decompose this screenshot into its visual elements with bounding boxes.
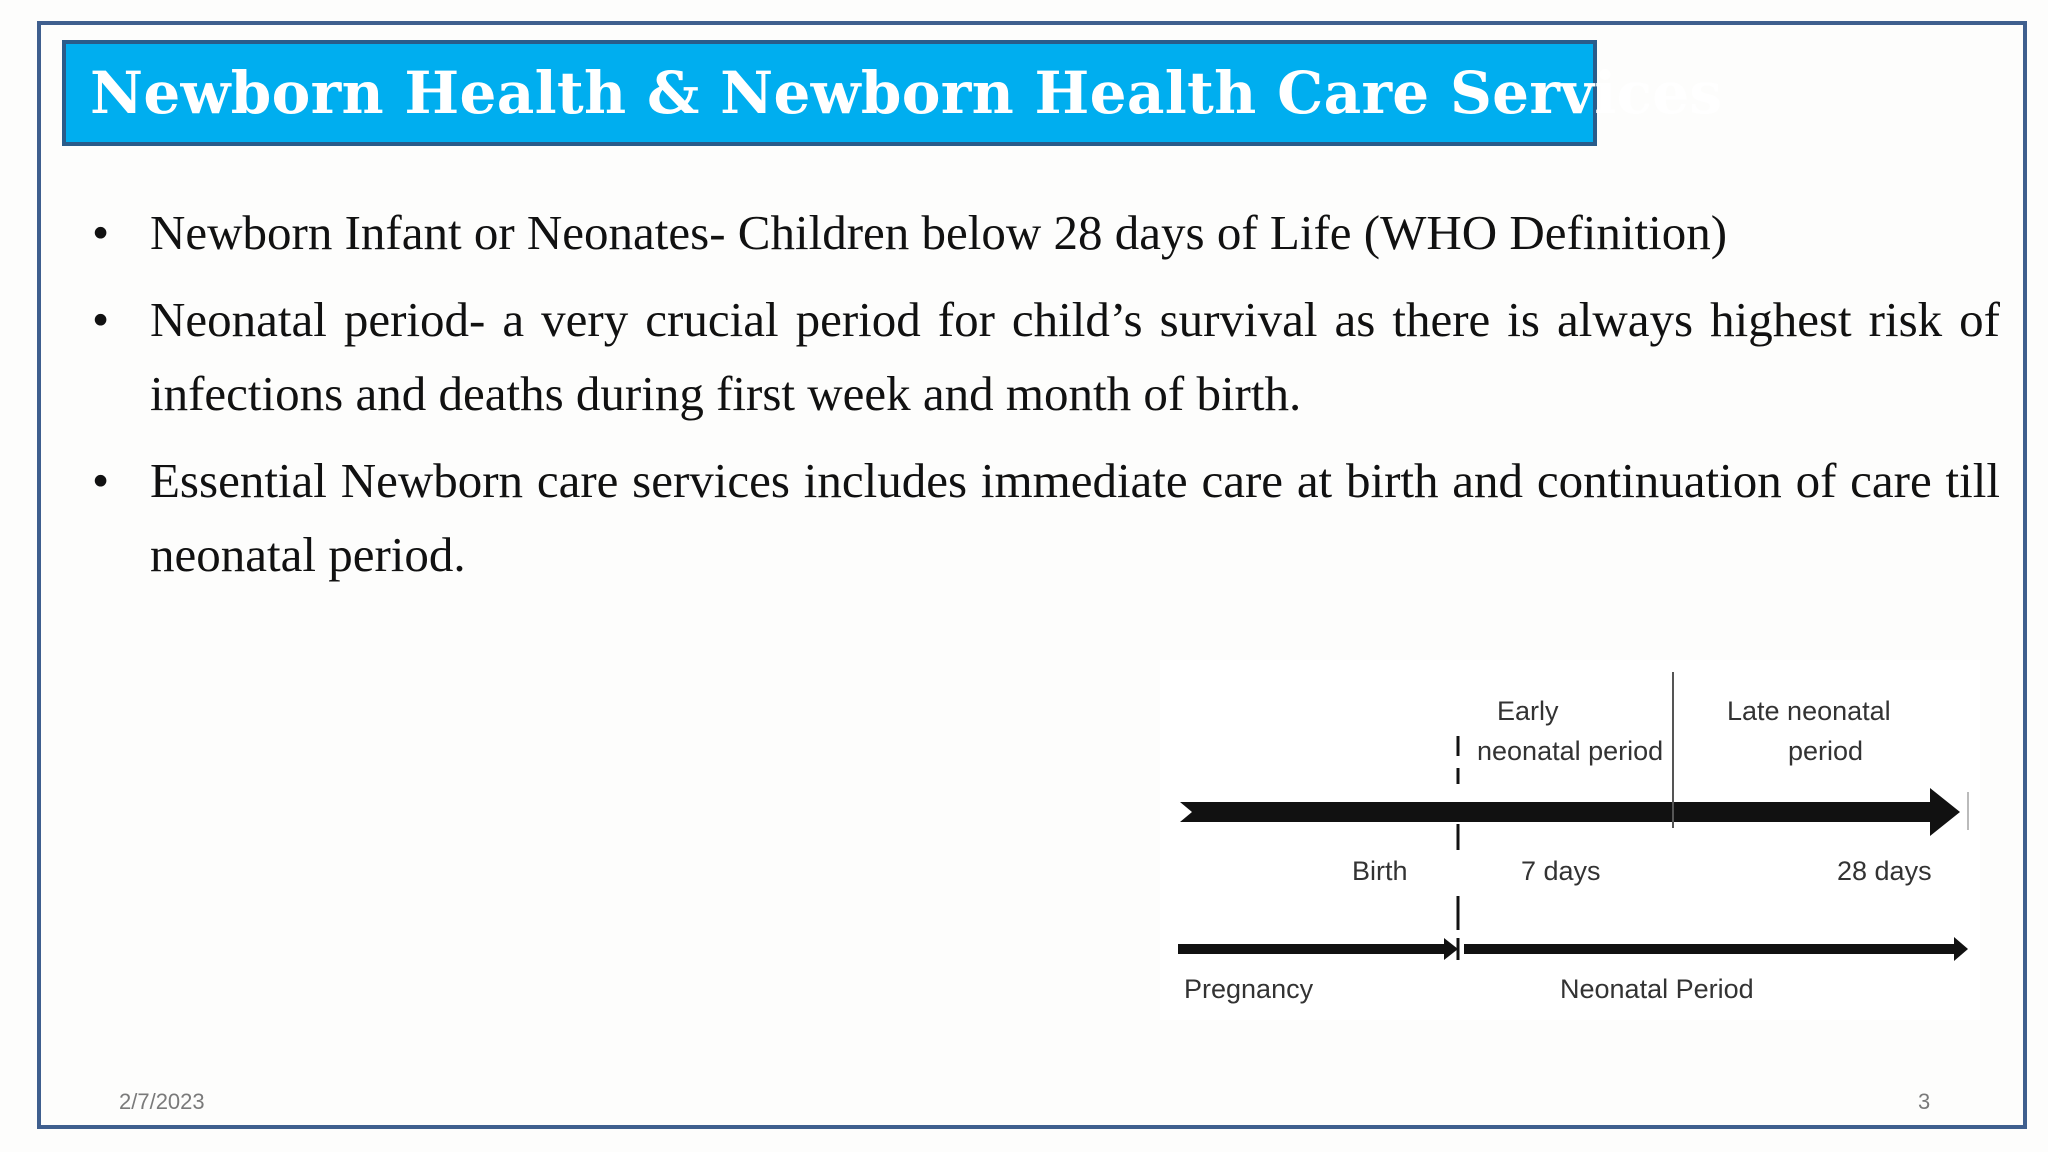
neonatal-period-label: Neonatal Period (1560, 974, 1754, 1004)
bullet-item (90, 444, 2000, 592)
footer-page-number: 3 (1918, 1089, 1931, 1114)
bullet-icon: • (92, 453, 110, 508)
bullet-list (90, 196, 2000, 605)
twenty-eight-days-label: 28 days (1837, 856, 1932, 886)
footer-date: 2/7/2023 (119, 1089, 205, 1114)
bullet-text: Newborn Infant or Neonates- Children below 28 days of Life (WHO Definition) (150, 205, 1728, 260)
top-timeline-arrow (1180, 788, 1960, 836)
seven-days-label: 7 days (1521, 856, 1601, 886)
title-banner (62, 40, 1723, 146)
early-neonatal-label: neonatal period (1477, 736, 1664, 766)
early-neonatal-label: Early (1497, 696, 1559, 726)
bullet-icon: • (92, 292, 110, 347)
bullet-item (90, 283, 2000, 431)
bullet-icon: • (92, 205, 110, 260)
bullet-text: Neonatal period- a very crucial period for child’s survival as there is always highest risk of infections and deaths during first week and month of birth. (150, 292, 2000, 421)
neonatal-arrow (1464, 944, 1956, 954)
pregnancy-arrowhead (1444, 938, 1458, 960)
neonatal-arrowhead (1954, 937, 1968, 961)
pregnancy-arrow (1178, 944, 1446, 954)
slide-title: Newborn Health & Newborn Health Care Services (90, 59, 1723, 127)
birth-label: Birth (1352, 856, 1408, 886)
pregnancy-label: Pregnancy (1184, 974, 1314, 1004)
bullet-text: Essential Newborn care services includes immediate care at birth and continuation of care till neonatal period. (150, 453, 2000, 582)
late-neonatal-label: Late neonatal (1727, 696, 1891, 726)
bullet-item (90, 196, 2000, 270)
late-neonatal-label: period (1788, 736, 1864, 766)
neonatal-timeline-diagram (1160, 660, 1980, 1020)
